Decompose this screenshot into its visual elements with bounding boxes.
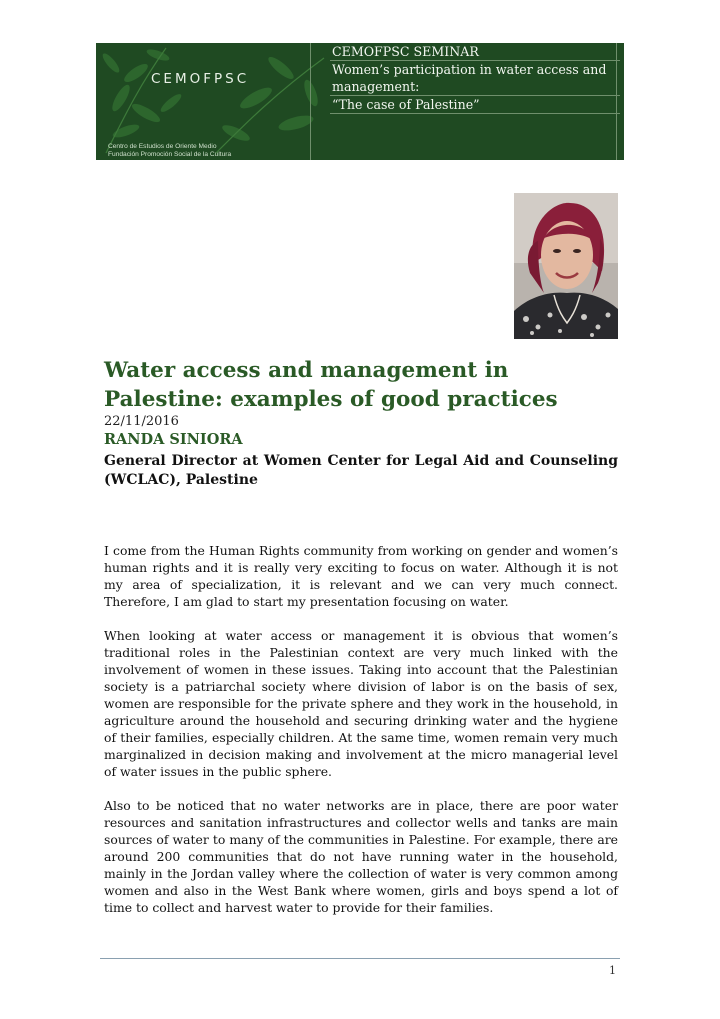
author-photo [514, 193, 618, 339]
author-portrait-icon [514, 193, 618, 339]
header-banner [96, 43, 624, 160]
seminar-line: management: [330, 78, 620, 96]
logo-subtitle: Centro de Estudios de Oriente Medio Fundación Promoción Social de la Cultura [108, 143, 232, 158]
article-date: 22/11/2016 [104, 414, 179, 429]
seminar-line: “The case of Palestine” [330, 96, 620, 114]
seminar-line: CEMOFPSC SEMINAR [330, 43, 620, 61]
article-title: Water access and management in Palestine: examples of good practices [104, 358, 558, 412]
author-name: RANDA SINIORA [104, 431, 243, 448]
seminar-line: Women’s participation in water access and [332, 62, 607, 77]
paragraph: Also to be noticed that no water networks are in place, there are poor water resources and sanitation infrastructures and collector wells and tanks are main sources of water to many of the communities in Palestine. For example, there are around 200 communities that do not have running water in the household, mainly in the Jordan valley where the collection of water is very common among women and also in the West Bank where women, girls and boys spend a lot of time to collect and harvest water to provide for their families. [104, 798, 618, 915]
seminar-info [330, 43, 620, 114]
author-role: General Director at Women Center for Legal Aid and Counseling (WCLAC), Palestine [104, 453, 618, 488]
footer-divider [100, 958, 620, 959]
page-number: 1 [609, 964, 616, 977]
logo-wordmark: CEMOFPSC [151, 71, 250, 87]
paragraph: When looking at water access or management it is obvious that women’s traditional roles in the Palestinian context are very much linked with the involvement of women in these issues. Taking into account that the Palestinian society is a patriarchal society where division of labor is on the basis of sex, women are responsible for the private sphere and they work in the household, in agriculture around the household and securing drinking water and the hygiene of their families, especially children. At the same time, women remain very much marginalized in decision making and involvement at the micro managerial level of water issues in the public sphere. [104, 628, 618, 779]
banner-divider [310, 43, 311, 160]
article-body [104, 542, 618, 933]
paragraph: I come from the Human Rights community from working on gender and women’s human rights and it is really very exciting to focus on water. Although it is not my area of specialization, it is relevant and we can very much connect. Therefore, I am glad to start my presentation focusing on water. [104, 543, 618, 609]
